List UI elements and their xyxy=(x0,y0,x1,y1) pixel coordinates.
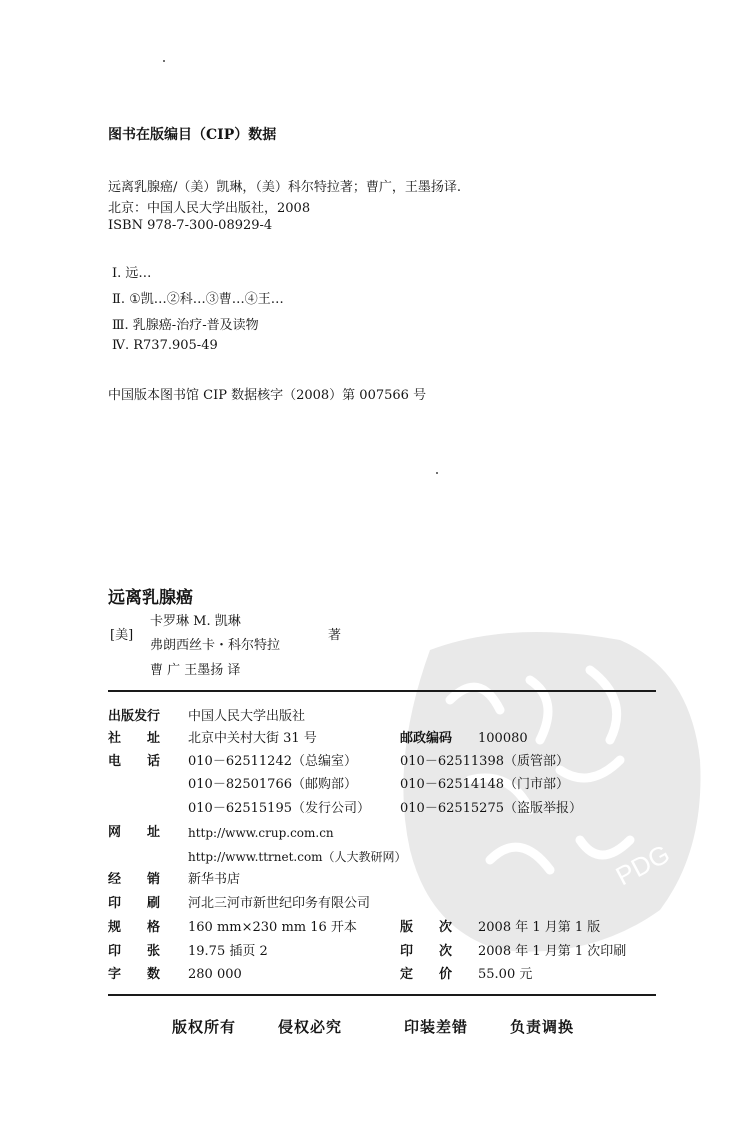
postcode-value: 100080 xyxy=(478,731,528,746)
sheets-value: 19.75 插页 2 xyxy=(188,944,268,959)
cip-class-3: Ⅲ. 乳腺癌-治疗-普及读物 xyxy=(112,318,259,333)
spec-row xyxy=(108,918,656,938)
sheets-label: 印 张 xyxy=(108,944,161,959)
cip-class-4: Ⅳ. R737.905-49 xyxy=(112,338,218,353)
printer-value: 河北三河市新世纪印务有限公司 xyxy=(188,896,371,911)
phone-row-1 xyxy=(108,752,656,772)
footer-exchange: 负责调换 xyxy=(510,1018,575,1036)
cip-isbn: ISBN 978-7-300-08929-4 xyxy=(108,218,273,233)
speck xyxy=(436,472,438,474)
web-label: 网 址 xyxy=(108,825,161,840)
phone-value-4: 010－62514148（门市部） xyxy=(400,777,569,792)
distributor-row xyxy=(108,870,656,890)
author-role: 著 xyxy=(328,628,342,643)
printer-label: 印 刷 xyxy=(108,896,161,911)
edition-value: 2008 年 1 月第 1 版 xyxy=(478,920,601,935)
translators: 曹 广 王墨扬 译 xyxy=(150,663,241,678)
footer-copyright: 版权所有 xyxy=(172,1018,237,1036)
phone-row-2 xyxy=(108,775,656,795)
top-rule xyxy=(108,690,656,692)
footer-defect: 印装差错 xyxy=(404,1018,469,1036)
phone-value-1: 010－62511242（总编室） xyxy=(188,754,357,769)
distributor-value: 新华书店 xyxy=(188,872,241,887)
phone-row-3 xyxy=(108,799,656,819)
postcode-label: 邮政编码 xyxy=(400,731,453,746)
web-value-1: http://www.crup.com.cn xyxy=(188,826,334,840)
footer-infringement: 侵权必究 xyxy=(278,1018,343,1036)
address-value: 北京中关村大街 31 号 xyxy=(188,731,317,746)
publisher-value: 中国人民大学出版社 xyxy=(188,709,306,724)
cip-title: 图书在版编目（CIP）数据 xyxy=(108,127,277,143)
words-value: 280 000 xyxy=(188,967,242,982)
speck xyxy=(163,60,165,62)
phone-label: 电 话 xyxy=(108,754,161,769)
spec-label: 规 格 xyxy=(108,920,161,935)
author-nationality: [美] xyxy=(110,628,134,643)
address-label: 社 址 xyxy=(108,731,161,746)
cip-library-note: 中国版本图书馆 CIP 数据核字（2008）第 007566 号 xyxy=(108,388,427,403)
cip-line-2: 北京：中国人民大学出版社，2008 xyxy=(108,201,311,216)
spec-value: 160 mm×230 mm 16 开本 xyxy=(188,920,357,935)
cip-line-1: 远离乳腺癌/（美）凯琳，（美）科尔特拉著；曹广，王墨扬译. xyxy=(108,180,462,195)
printer-row xyxy=(108,894,656,914)
price-value: 55.00 元 xyxy=(478,967,533,982)
sheets-row xyxy=(108,942,656,962)
author-1: 卡罗琳 M. 凯琳 xyxy=(150,614,241,629)
phone-value-6: 010－62515275（盗版举报） xyxy=(400,801,582,816)
address-row xyxy=(108,729,656,749)
web-value-2: http://www.ttrnet.com（人大教研网） xyxy=(188,850,407,864)
phone-value-2: 010－62511398（质管部） xyxy=(400,754,569,769)
phone-value-3: 010－82501766（邮购部） xyxy=(188,777,357,792)
book-title: 远离乳腺癌 xyxy=(108,588,193,608)
stamp-text: PDG xyxy=(610,838,675,892)
publisher-label: 出版发行 xyxy=(108,709,161,724)
distributor-label: 经 销 xyxy=(108,872,161,887)
publisher-row xyxy=(108,707,656,727)
web-row-2 xyxy=(108,847,656,867)
edition-label: 版 次 xyxy=(400,920,453,935)
words-row xyxy=(108,965,656,985)
printing-label: 印 次 xyxy=(400,944,453,959)
bottom-rule xyxy=(108,994,656,996)
author-2: 弗朗西丝卡・科尔特拉 xyxy=(150,638,281,653)
cip-class-1: Ⅰ. 远… xyxy=(112,266,152,281)
price-label: 定 价 xyxy=(400,967,453,982)
web-row-1 xyxy=(108,823,656,843)
cip-class-2: Ⅱ. ①凯…②科…③曹…④王… xyxy=(112,292,284,307)
printing-value: 2008 年 1 月第 1 次印刷 xyxy=(478,944,627,959)
phone-value-5: 010－62515195（发行公司） xyxy=(188,801,370,816)
words-label: 字 数 xyxy=(108,967,161,982)
